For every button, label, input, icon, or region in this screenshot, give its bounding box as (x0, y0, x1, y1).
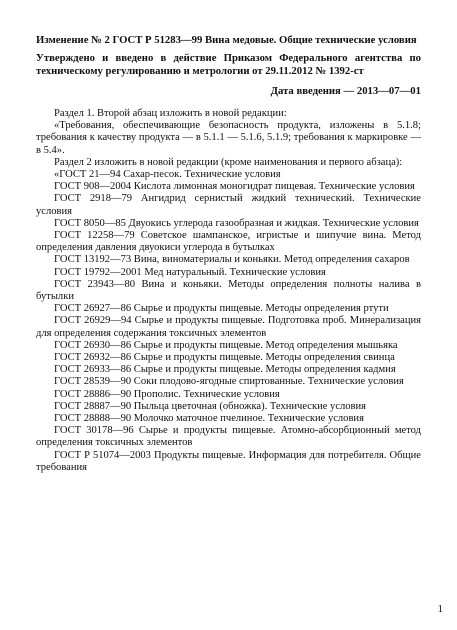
standard-reference: ГОСТ 28888—90 Молочко маточное пчелиное. Технические условия (54, 413, 364, 425)
introduction-date: Дата введения — 2013—07—01 (270, 85, 421, 97)
document-body (36, 108, 421, 474)
standard-reference: ГОСТ 26929—94 Сырье и продукты пищевые. Подготовка проб. Минерализация для определения содержания токсичных элементов (36, 315, 421, 339)
approval-statement: Утверждено и введено в действие Приказом Федерального агентства по техническому регулированию и метрологии от 29.11.2012 № 1392-ст (36, 52, 421, 77)
amendment-title: Изменение № 2 ГОСТ Р 51283—99 Вина медовые. Общие технические условия (36, 34, 417, 46)
standard-reference: ГОСТ 8050—85 Двуокись углерода газообразная и жидкая. Технические условия (54, 217, 419, 229)
standard-reference: ГОСТ 26933—86 Сырье и продукты пищевые. Методы определения кадмия (54, 364, 396, 376)
standard-reference: ГОСТ 28887—90 Пыльца цветочная (обножка). Технические условия (54, 400, 367, 412)
standard-reference: ГОСТ 12258—79 Советское шампанское, игристые и шипучие вина. Метод определения давления двуокиси углерода в бутылках (36, 230, 421, 254)
standard-reference: ГОСТ 28539—90 Соки плодово-ягодные спиртованные. Технические условия (54, 376, 404, 388)
body-paragraph: «Требования, обеспечивающие безопасность продукта, изложены в 5.1.8; требования к качеству продукта — в 5.1.1 — 5.1.6, 5.1.9; требования к маркировке — в 5.4». (36, 120, 421, 156)
body-paragraph: Раздел 1. Второй абзац изложить в новой редакции: (54, 108, 287, 119)
standard-reference: ГОСТ 13192—73 Вина, виноматериалы и коньяки. Метод определения сахаров (54, 254, 410, 266)
standard-reference: ГОСТ 19792—2001 Мед натуральный. Технические условия (54, 266, 326, 278)
body-paragraph: Раздел 2 изложить в новой редакции (кроме наименования и первого абзаца): (54, 156, 403, 168)
document-page (36, 34, 421, 630)
standard-reference: ГОСТ 26930—86 Сырье и продукты пищевые. Метод определения мышьяка (54, 339, 398, 351)
standard-reference: «ГОСТ 21—94 Сахар-песок. Технические условия (54, 169, 281, 181)
standard-reference: ГОСТ 30178—96 Сырье и продукты пищевые. Атомно-абсорбционный метод определения токсичных элементов (36, 425, 421, 449)
amendment-header (36, 34, 421, 98)
standard-reference: ГОСТ 23943—80 Вина и коньяки. Методы определения полноты налива в бутылки (36, 278, 421, 303)
standard-reference: ГОСТ Р 51074—2003 Продукты пищевые. Информация для потребителя. Общие требования (36, 449, 421, 473)
standard-reference: ГОСТ 26927—86 Сырье и продукты пищевые. Методы определения ртути (54, 303, 389, 315)
standard-reference: ГОСТ 26932—86 Сырье и продукты пищевые. Методы определения свинца (54, 352, 395, 364)
standard-reference: ГОСТ 2918—79 Ангидрид сернистый жидкий технический. Технические условия (36, 193, 421, 217)
standard-reference: ГОСТ 28886—90 Прополис. Технические условия (54, 388, 280, 400)
standard-reference: ГОСТ 908—2004 Кислота лимонная моногидрат пищевая. Технические условия (54, 181, 415, 193)
page-number: 1 (437, 603, 443, 615)
